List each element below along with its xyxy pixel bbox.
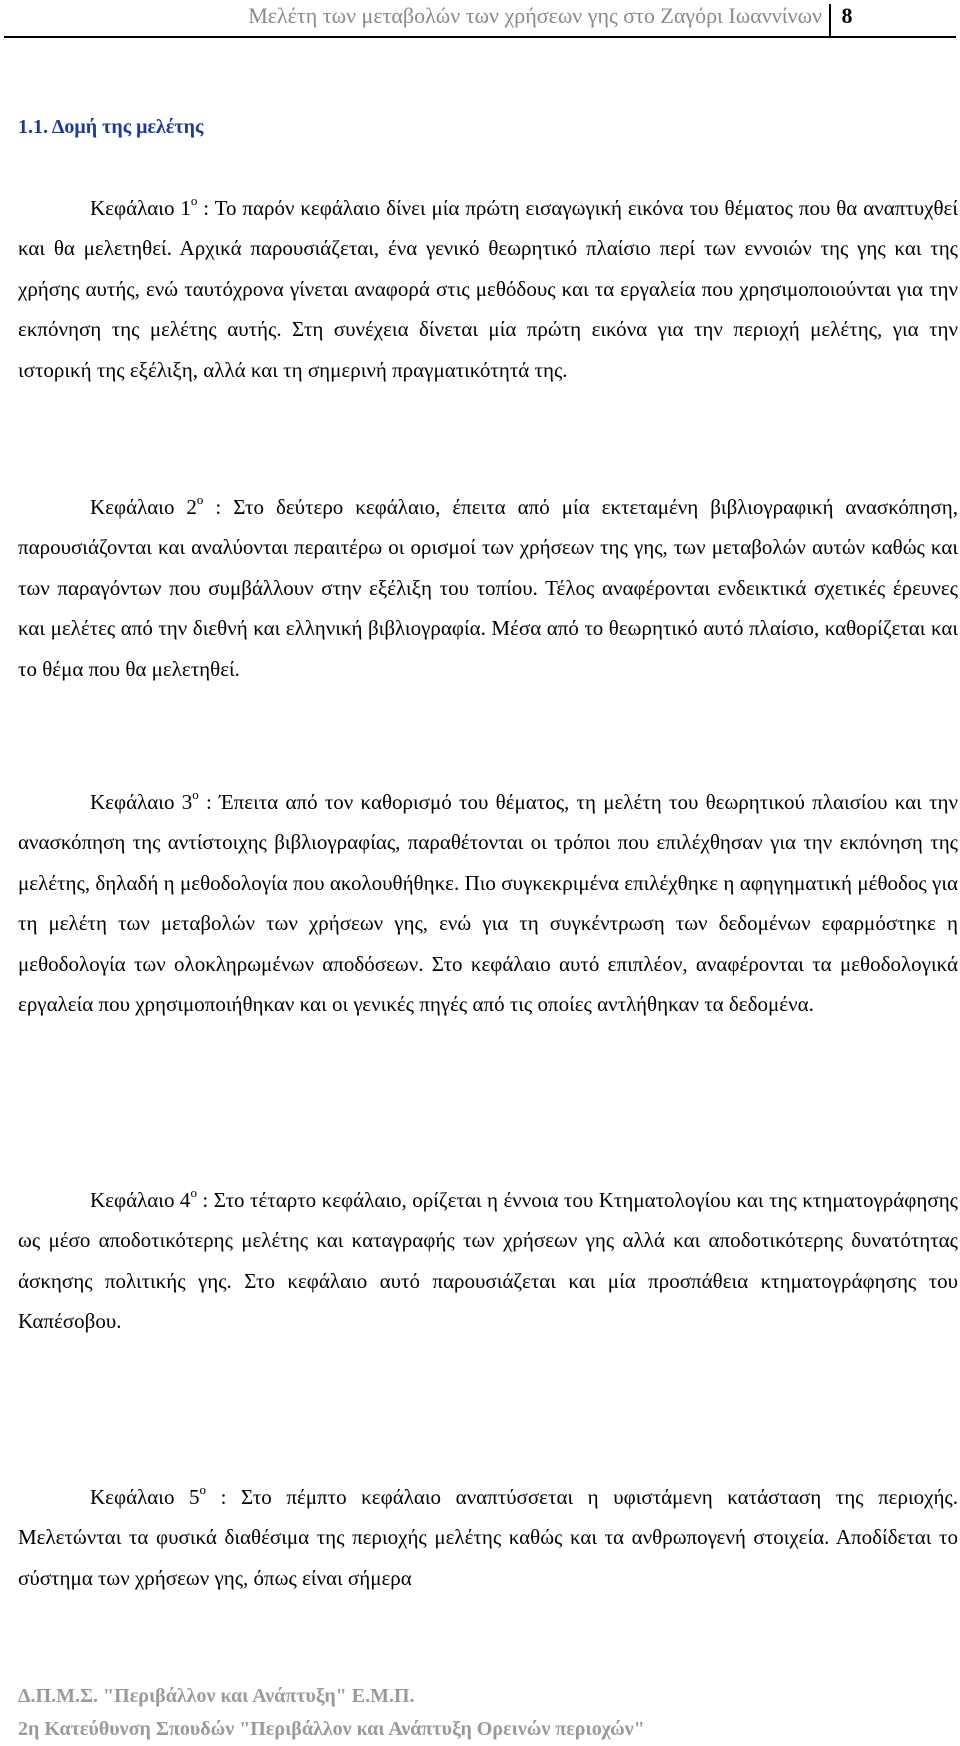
- header-title: Μελέτη των μεταβολών των χρήσεων γης στο Ζαγόρι Ιωαννίνων: [248, 3, 822, 28]
- chapter-4-label: Κεφάλαιο 4: [90, 1188, 191, 1212]
- chapter-3-ordinal: ο: [192, 787, 199, 802]
- chapter-5-ordinal: ο: [199, 1482, 207, 1497]
- running-header: [0, 0, 960, 38]
- chapter-2-ordinal: ο: [196, 492, 204, 507]
- chapter-3-label: Κεφάλαιο 3: [90, 790, 193, 814]
- chapter-1-paragraph: [18, 188, 958, 390]
- chapter-3-text: : Έπειτα από τον καθορισμό του θέματος, τη μελέτη του θεωρητικού πλαισίου και την ανασκόπηση της αντίστοιχης βιβλιογραφίας, παραθέτονται οι τρόποι που επιλέχθησαν για την εκπόνηση της μελέτης, δηλαδή η μεθοδολογία που ακολουθήθηκε. Πιο συγκεκριμένα επιλέχθηκε η αφηγηματική μέθοδος για τη μελέτη των μεταβολών των χρήσεων γης, ενώ για τη συγκέντρωση των δεδομένων εφαρμόστηκε η μεθοδολογία των ολοκληρωμένων αποδόσεων. Στο κεφάλαιο αυτό επιπλέον, αναφέρονται τα μεθοδολογικά εργαλεία που χρησιμοποιήθηκαν και οι γενικές πηγές από τις οποίες αντλήθηκαν τα δεδομένα.: [18, 790, 958, 1017]
- chapter-3-paragraph: [18, 782, 958, 1024]
- chapter-2-paragraph: [18, 487, 958, 689]
- chapter-5-label: Κεφάλαιο 5: [90, 1485, 200, 1509]
- chapter-4-text: : Στο τέταρτο κεφάλαιο, ορίζεται η έννοια του Κτηματολογίου και της κτηματογράφησης ως μέσο αποδοτικότερης μελέτης και καταγραφής των χρήσεων γης αλλά και αποδοτικότερης δυνατότητας άσκησης πολιτικής γης. Στο κεφάλαιο αυτό παρουσιάζεται και μία προσπάθεια κτηματογράφησης του Καπέσοβου.: [18, 1188, 958, 1334]
- chapter-5-text: : Στο πέμπτο κεφάλαιο αναπτύσσεται η υφιστάμενη κατάσταση της περιοχής. Μελετώνται τα φυσικά διαθέσιμα της περιοχής μελέτης καθώς και τα ανθρωπογενή στοιχεία. Αποδίδεται το σύστημα των χρήσεων γης, όπως είναι σήμερα: [18, 1485, 958, 1590]
- chapter-1-text: : Το παρόν κεφάλαιο δίνει μία πρώτη εισαγωγική εικόνα του θέματος που θα αναπτυχθεί και θα μελετηθεί. Αρχικά παρουσιάζεται, ένα γενικό θεωρητικό πλαίσιο περί των εννοιών της γης και της χρήσης αυτής, ενώ ταυτόχρονα γίνεται αναφορά στις μεθόδους και τα εργαλεία που χρησιμοποιούνται για την εκπόνηση της μελέτης αυτής. Στη συνέχεια δίνεται μία πρώτη εικόνα για την περιοχή μελέτης, για την ιστορική της εξέλιξη, αλλά και τη σημερινή πραγματικότητά της.: [18, 196, 958, 382]
- footer-program: Δ.Π.Μ.Σ. "Περιβάλλον και Ανάπτυξη" Ε.Μ.Π.: [18, 1685, 415, 1707]
- page-number: 8: [841, 3, 853, 28]
- footer-track: 2η Κατεύθυνση Σπουδών "Περιβάλλον και Ανάπτυξη Ορεινών περιοχών": [18, 1718, 645, 1740]
- section-heading: 1.1. Δομή της μελέτης: [18, 116, 204, 138]
- chapter-5-paragraph: [18, 1477, 958, 1598]
- chapter-4-paragraph: [18, 1180, 958, 1342]
- chapter-2-text: : Στο δεύτερο κεφάλαιο, έπειτα από μία εκτεταμένη βιβλιογραφική ανασκόπηση, παρουσιάζονται και αναλύονται περαιτέρω οι ορισμοί των χρήσεων της γης, των μεταβολών αυτών καθώς και των παραγόντων που συμβάλλουν στην εξέλιξη του τοπίου. Τέλος αναφέρονται ενδεικτικά σχετικές έρευνες και μελέτες από την διεθνή και ελληνική βιβλιογραφία. Μέσα από το θεωρητικό αυτό πλαίσιο, καθορίζεται και το θέμα που θα μελετηθεί.: [18, 495, 958, 681]
- chapter-1-ordinal: ο: [190, 193, 198, 208]
- chapter-1-label: Κεφάλαιο 1: [90, 196, 191, 220]
- header-rule: [4, 36, 956, 38]
- header-divider: [829, 4, 831, 36]
- chapter-2-label: Κεφάλαιο 2: [90, 495, 197, 519]
- chapter-4-ordinal: ο: [190, 1185, 197, 1200]
